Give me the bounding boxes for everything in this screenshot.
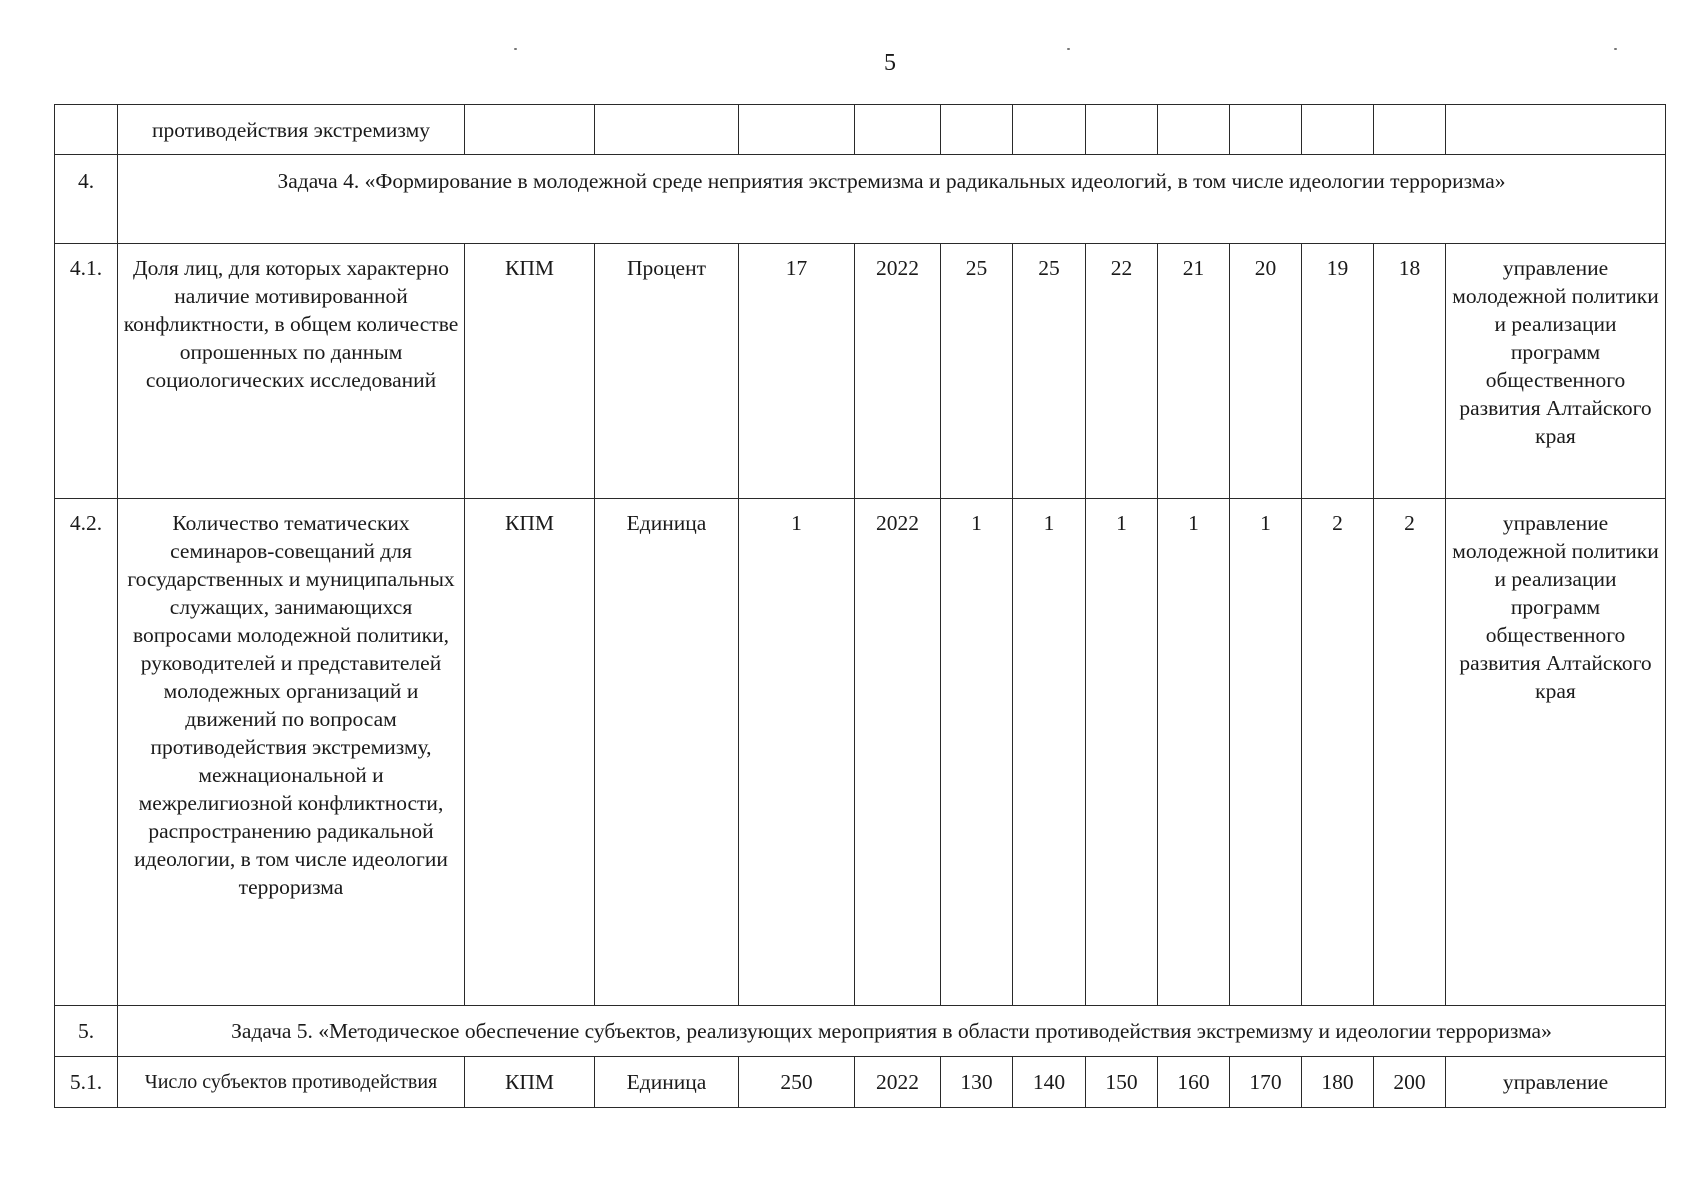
base-value: 250: [739, 1057, 855, 1108]
row-number: [55, 105, 118, 155]
indicator-level: КПМ: [465, 1057, 595, 1108]
year-value: 140: [1013, 1057, 1086, 1108]
task-row-5: [55, 1006, 1666, 1057]
row-number: 5.1.: [55, 1057, 118, 1108]
base-year: 2022: [855, 499, 941, 1006]
year-value: 170: [1230, 1057, 1302, 1108]
table-row-5-1: [55, 1057, 1666, 1108]
base-year: 2022: [855, 1057, 941, 1108]
task-row-4: [55, 155, 1666, 244]
task-title: Задача 4. «Формирование в молодежной среде неприятия экстремизма и радикальных идеологий, в том числе идеологии терроризма»: [118, 155, 1666, 244]
unit: Единица: [595, 499, 739, 1006]
year-value: 18: [1374, 244, 1446, 499]
scan-speck: [514, 48, 517, 50]
year-value: 1: [941, 499, 1013, 1006]
responsible-body: управление: [1446, 1057, 1666, 1108]
year-value: 25: [1013, 244, 1086, 499]
year-value: 150: [1086, 1057, 1158, 1108]
scan-speck: [1614, 48, 1617, 50]
base-value: 1: [739, 499, 855, 1006]
indicator-level: КПМ: [465, 244, 595, 499]
unit: Единица: [595, 1057, 739, 1108]
task-number: 5.: [55, 1006, 118, 1057]
table-row-4-1: [55, 244, 1666, 499]
year-value: 2: [1302, 499, 1374, 1006]
table-row-continuation: [55, 105, 1666, 155]
year-value: 1: [1230, 499, 1302, 1006]
base-year: 2022: [855, 244, 941, 499]
year-value: 25: [941, 244, 1013, 499]
year-value: 160: [1158, 1057, 1230, 1108]
year-value: 2: [1374, 499, 1446, 1006]
year-value: 21: [1158, 244, 1230, 499]
year-value: 180: [1302, 1057, 1374, 1108]
year-value: 1: [1013, 499, 1086, 1006]
indicator-name: Доля лиц, для которых характерно наличие мотивированной конфликтности, в общем количестве опрошенных по данным социологических исследований: [118, 244, 465, 499]
unit: Процент: [595, 244, 739, 499]
indicator-name: Число субъектов противодействия: [118, 1057, 465, 1108]
task-title: Задача 5. «Методическое обеспечение субъектов, реализующих мероприятия в области противодействия экстремизму и идеологии терроризма»: [118, 1006, 1666, 1057]
indicator-name: Количество тематических семинаров-совещаний для государственных и муниципальных служащих, занимающихся вопросами молодежной политики, руководителей и представителей молодежных организаций и движений по вопросам противодействия экстремизму, межнациональной и межрелигиозной конфликтности, распространению радикальной идеологии, в том числе идеологии терроризма: [118, 499, 465, 1006]
scan-speck: [1067, 48, 1070, 50]
responsible-body: управление молодежной политики и реализации программ общественного развития Алтайского края: [1446, 499, 1666, 1006]
year-value: 130: [941, 1057, 1013, 1108]
row-number: 4.2.: [55, 499, 118, 1006]
table-row-4-2: [55, 499, 1666, 1006]
indicators-table: [54, 104, 1666, 1108]
base-value: 17: [739, 244, 855, 499]
responsible-body: управление молодежной политики и реализации программ общественного развития Алтайского края: [1446, 244, 1666, 499]
year-value: 22: [1086, 244, 1158, 499]
task-number: 4.: [55, 155, 118, 244]
year-value: 200: [1374, 1057, 1446, 1108]
year-value: 20: [1230, 244, 1302, 499]
year-value: 1: [1086, 499, 1158, 1006]
row-number: 4.1.: [55, 244, 118, 499]
year-value: 1: [1158, 499, 1230, 1006]
indicator-level: КПМ: [465, 499, 595, 1006]
year-value: 19: [1302, 244, 1374, 499]
page-number: 5: [884, 50, 896, 76]
indicator-name: противодействия экстремизму: [118, 105, 465, 155]
